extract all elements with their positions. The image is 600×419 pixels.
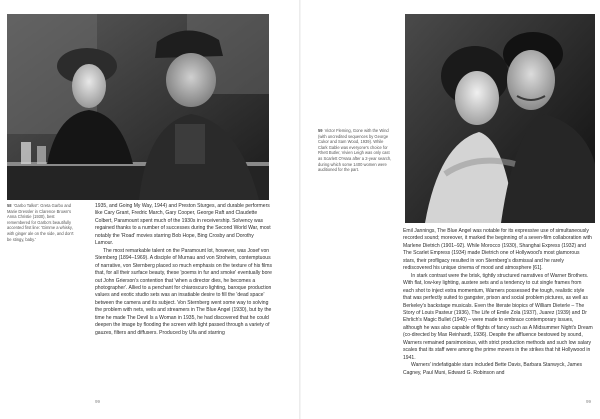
paragraph: The most remarkable talent on the Paramount lot, however, was Josef von Sternberg (1894–1969). A disciple of Murnau and von Stroheim, contemptuous of narrative, von Sternberg placed so much emphasis on the texture of his films that, for all their surface beauty, these 'poems in fur and smoke' eventually bore out John Grierson's contention that 'when a director dies, he becomes a photographer'. Allied to a penchant for chiaroscuro lighting, baroque production values and exotic studio sets was an insatiable desire to fill the 'dead space' between the camera and its subject. Von Sternberg went some way to solving the problem with nets, veils and streamers in The Blue Angel (1930), but by the time he made The Devil Is a Woman in 1935, he had discovered that he could deepen the image by flooding the screen with light passed through a variety of gauzes, filters and diffusers. Produced by Ufa and starring [95, 247, 273, 336]
paragraph: 1935, and Going My Way, 1944) and Preston Sturges, and durable performers like Cary Grant, Fredric March, Gary Cooper, George Raft and Claudette Colbert, Paramount spent much of the 1930s in receivership. Solvency was regained thanks to a number of successes during the Second World War, most notably the 'Road' movies starring Bob Hope, Bing Crosby and Dorothy Lamour. [95, 203, 271, 247]
paragraph: Emil Jannings, The Blue Angel was notable for its expressive use of simultaneously recorded sound; moreover, it marked the beginning of a seven-film collaboration with Marlene Dietrich (1901–92). While Morocco (1930), Shanghai Express (1932) and The Scarlet Empress (1934) made Dietrich one of Hollywood's most glamorous stars, their profligacy resulted in von Sternberg's dismissal and he rarely rediscovered his unique cinema of mood and atmosphere [61]. [403, 228, 592, 272]
caption-number: 59 [318, 128, 323, 133]
left-body-text [95, 203, 273, 337]
caption-text: 'Garbo Talks!': Greta Garbo and Marie Dressler in Clarence Brown's Anna Christie (1930), best remembered for Garbo's beautifully accented first line: 'Gimme a whisky, with ginger ale on the side, and don't be stingy, baby.' [7, 203, 74, 242]
right-body-text [403, 228, 593, 377]
still-anna-christie [7, 14, 269, 200]
page-number-left: 99 [95, 399, 101, 404]
paragraph: Warners' indefatigable stars included Bette Davis, Barbara Stanwyck, James Cagney, Paul Muni, Edward G. Robinson and [403, 362, 583, 376]
caption-58 [7, 203, 77, 242]
page-number-right: 99 [586, 399, 592, 404]
caption-text: Victor Fleming, Gone with the Wind (with uncredited sequences by George Cukor and Sam Wood, 1939). While Clark Gable was everyone's choice for Rhett Butler, Vivien Leigh was only cast as Scarlett O'Hara after a 2-year search, during which some 1400 women were auditioned for the part. [318, 128, 392, 173]
page-gutter [299, 0, 301, 419]
still-gone-with-the-wind [405, 14, 595, 223]
paragraph: In stark contrast were the brisk, tightly structured narratives of Warner Brothers. With flat, low-key lighting, austere sets and a tendency to cut single frames from each shot to inject extra momentum, Warners possessed the tough, realistic style that was perfectly suited to gangster, prison and social problem pictures, as well as Berkeley's backstage musicals. Even the literate biopics of William Dieterle – The Story of Louis Pasteur (1936), The Life of Emile Zola (1937), Juarez (1939) and Dr Ehrlich's Magic Bullet (1940) – were made to embrace contemporary issues, although he was also capable of flights of fancy such as A Midsummer Night's Dream (co-directed by Max Reinhardt, 1936). Despite the affluence bestowed by sound, Warners remained parsimonious, with strict production methods and such low salary scales that its staff were among the prime movers in the strikes that hit Hollywood in 1941. [403, 272, 593, 361]
caption-59 [318, 128, 392, 173]
caption-number: 58 [7, 203, 12, 208]
photo-gone-with-the-wind [405, 14, 595, 223]
photo-anna-christie [7, 14, 269, 200]
